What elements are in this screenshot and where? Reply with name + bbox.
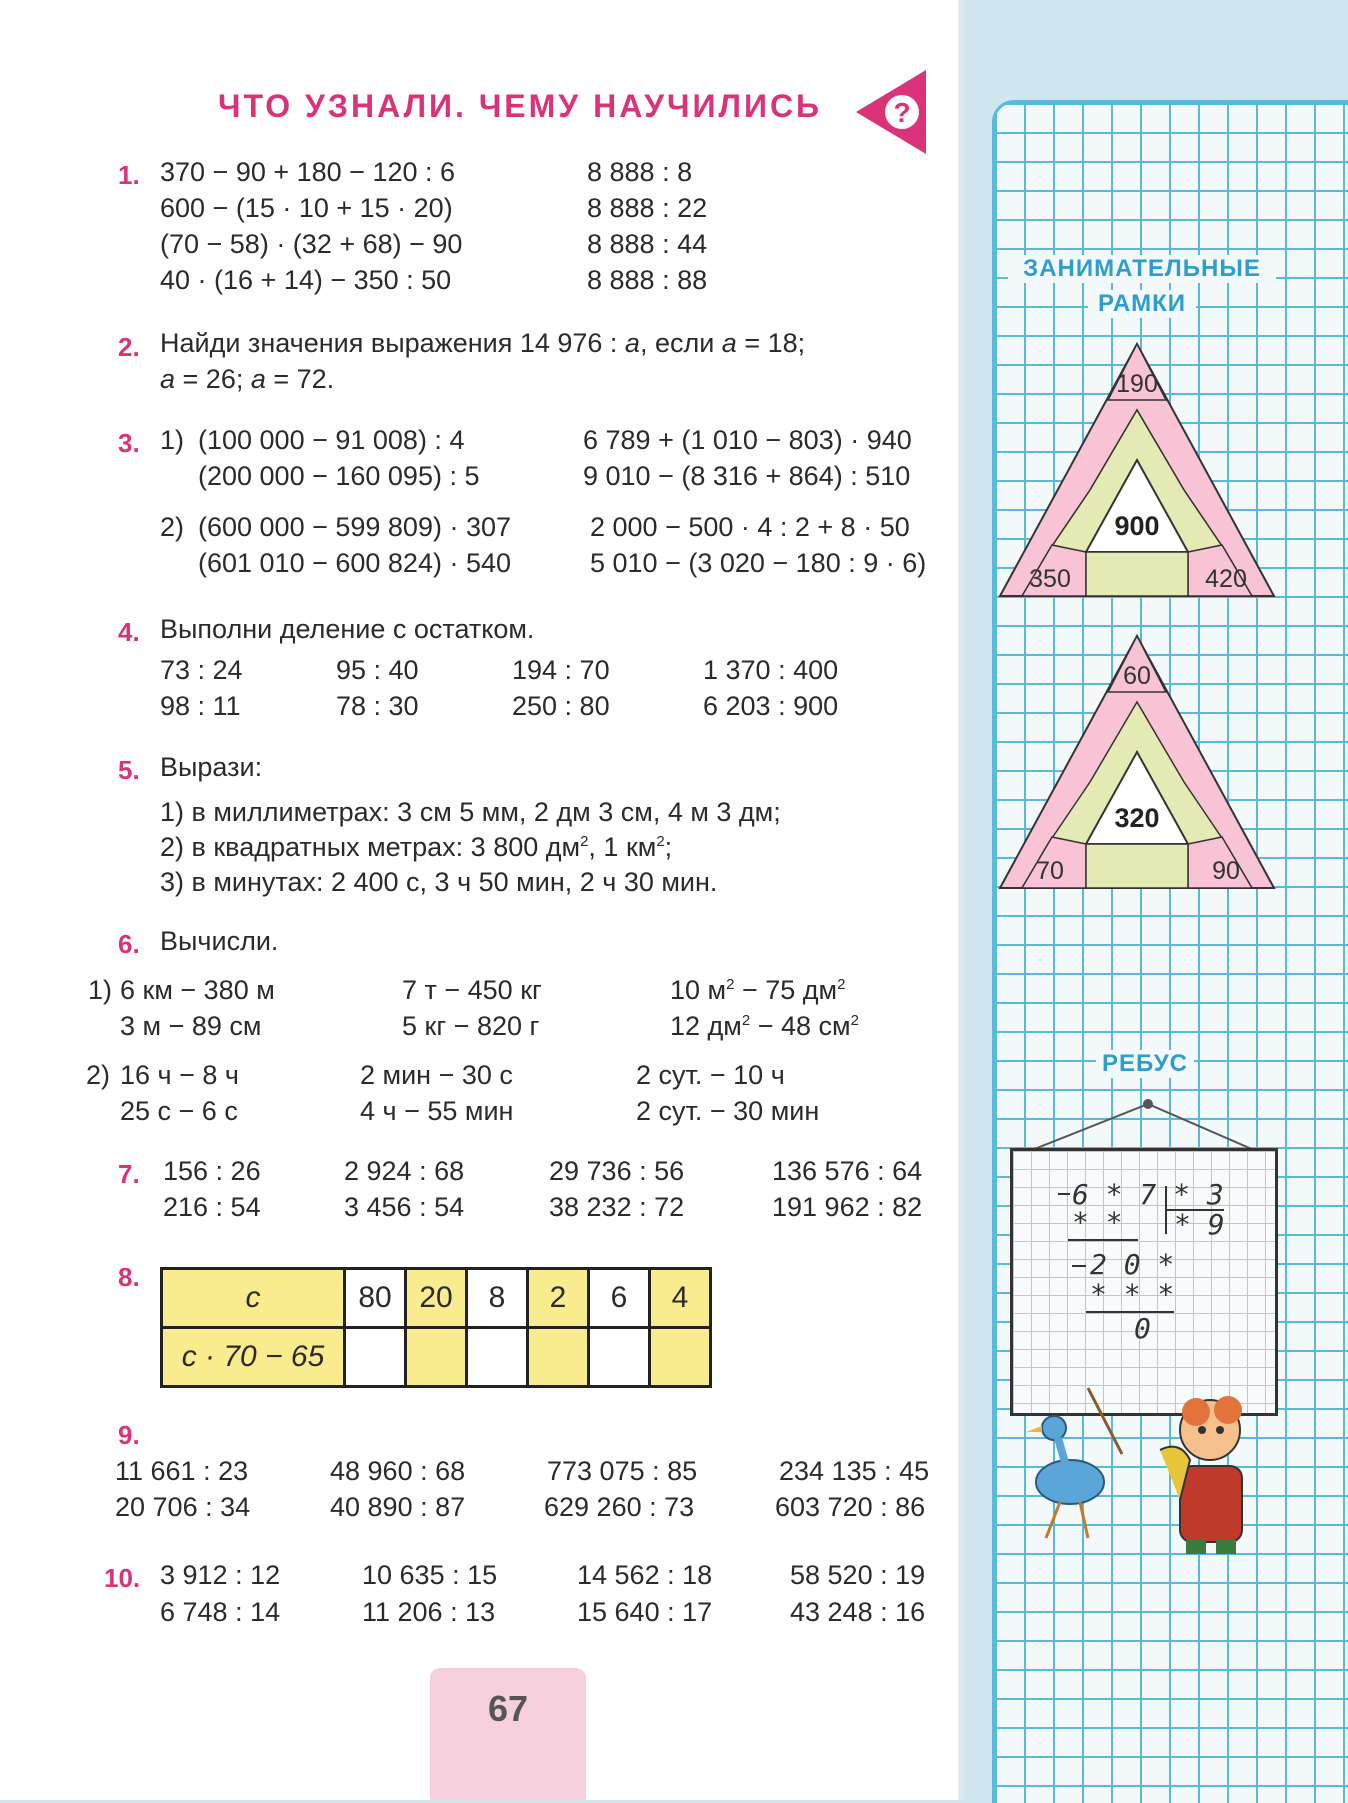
- task-5-line-1: 1) в миллиметрах: 3 см 5 мм, 2 дм 3 см, 4 м 3 дм;: [160, 797, 781, 827]
- task-1-expr: 8 888 : 88: [587, 265, 708, 295]
- task-1-expr: 370 − 90 + 180 − 120 : 6: [160, 157, 456, 187]
- triangle-1-top-value: 190: [1116, 370, 1158, 398]
- triangle-1-right-value: 420: [1205, 565, 1247, 593]
- rebus-subtrahend-2: * * *: [1090, 1278, 1175, 1311]
- task-7-expr: 3 456 : 54: [344, 1192, 465, 1222]
- task-6-number: 6.: [118, 929, 140, 959]
- task-3-expr: 6 789 + (1 010 − 803) · 940: [583, 425, 912, 455]
- table-header-cell: c · 70 − 65: [162, 1328, 345, 1387]
- task-9-expr: 20 706 : 34: [115, 1492, 251, 1522]
- task-4-text: Выполни деление с остатком.: [160, 614, 535, 644]
- question-badge-icon: [856, 70, 926, 154]
- task-2-number: 2.: [118, 332, 140, 362]
- task-5-line-3: 3) в минутах: 2 400 с, 3 ч 50 мин, 2 ч 30 мин.: [160, 867, 718, 897]
- cartoon-characters-illustration-icon: [1010, 1370, 1280, 1560]
- task-4-expr: 1 370 : 400: [703, 655, 839, 685]
- table-answer-cell[interactable]: [345, 1328, 406, 1387]
- task-7-expr: 156 : 26: [163, 1156, 261, 1186]
- task-2-text-line-2: a = 26; a = 72.: [160, 364, 335, 394]
- task-6-expr: 16 ч − 8 ч: [120, 1060, 239, 1090]
- task-9-expr: 603 720 : 86: [775, 1492, 926, 1522]
- task-3-expr: (100 000 − 91 008) : 4: [198, 425, 465, 455]
- task-1-expr: 8 888 : 44: [587, 229, 708, 259]
- task-6-expr: 2 сут. − 30 мин: [636, 1096, 820, 1126]
- rebus-remainder-final: 0: [1134, 1312, 1151, 1345]
- task-10-expr: 15 640 : 17: [577, 1597, 713, 1627]
- task-1-expr: (70 − 58) · (32 + 68) − 90: [160, 229, 463, 259]
- task-5-number: 5.: [118, 755, 140, 785]
- task-4-expr: 78 : 30: [336, 691, 419, 721]
- svg-text:?: ?: [893, 97, 911, 128]
- task-6-expr: 5 кг − 820 г: [402, 1011, 540, 1041]
- task-3-number: 3.: [118, 428, 140, 458]
- table-cell: 20: [406, 1269, 467, 1328]
- task-4-number: 4.: [118, 617, 140, 647]
- task-10-expr: 3 912 : 12: [160, 1560, 281, 1590]
- task-3-expr: (600 000 − 599 809) · 307: [198, 512, 511, 542]
- table-row: [162, 1328, 711, 1387]
- rebus-quotient: * 9: [1174, 1208, 1225, 1241]
- task-6-expr: 7 т − 450 кг: [402, 975, 542, 1005]
- triangle-1-left-value: 350: [1029, 565, 1071, 593]
- table-answer-cell[interactable]: [467, 1328, 528, 1387]
- table-cell: 6: [589, 1269, 650, 1328]
- task-4-expr: 73 : 24: [160, 655, 243, 685]
- triangle-1-center-value: 900: [1114, 511, 1160, 541]
- task-3-expr: 2 000 − 500 · 4 : 2 + 8 · 50: [590, 512, 910, 542]
- task-9-expr: 40 890 : 87: [330, 1492, 466, 1522]
- task-4-expr: 6 203 : 900: [703, 691, 839, 721]
- rebus-subtrahend-1: * *: [1072, 1206, 1123, 1239]
- triangle-2-center-value: 320: [1114, 803, 1160, 833]
- table-cell: 80: [345, 1269, 406, 1328]
- task-6-expr: 25 с − 6 с: [120, 1096, 238, 1126]
- task-7-expr: 38 232 : 72: [549, 1192, 685, 1222]
- triangle-2-right-value: 90: [1212, 857, 1240, 885]
- task-6-text: Вычисли.: [160, 926, 279, 956]
- task-9-expr: 773 075 : 85: [547, 1456, 698, 1486]
- table-cell: 2: [528, 1269, 589, 1328]
- task-6-part-2-label: 2): [86, 1060, 111, 1090]
- task-4-expr: 250 : 80: [512, 691, 610, 721]
- task-7-expr: 136 576 : 64: [772, 1156, 923, 1186]
- task-6-expr: 2 мин − 30 с: [360, 1060, 513, 1090]
- rebus-dividend: 6 * 7 * 3: [1072, 1178, 1224, 1211]
- task-3-expr: 9 010 − (8 316 + 864) : 510: [583, 461, 911, 491]
- task-7-expr: 2 924 : 68: [344, 1156, 465, 1186]
- task-9-expr: 11 661 : 23: [115, 1456, 249, 1486]
- table-cell: 8: [467, 1269, 528, 1328]
- page-title: ЧТО УЗНАЛИ. ЧЕМУ НАУЧИЛИСЬ: [218, 88, 823, 124]
- task-8-table: [160, 1267, 712, 1388]
- task-4-expr: 194 : 70: [512, 655, 610, 685]
- task-10-expr: 58 520 : 19: [790, 1560, 926, 1590]
- triangle-2-top-value: 60: [1123, 662, 1151, 690]
- task-9-number: 9.: [118, 1420, 140, 1450]
- table-answer-cell[interactable]: [589, 1328, 650, 1387]
- page-edge: [958, 0, 966, 1800]
- task-4-expr: 95 : 40: [336, 655, 419, 685]
- table-answer-cell[interactable]: [406, 1328, 467, 1387]
- task-3-part-1-label: 1): [160, 425, 185, 455]
- task-7-expr: 216 : 54: [163, 1192, 261, 1222]
- triangle-2-left-value: 70: [1036, 857, 1064, 885]
- table-header-cell: c: [162, 1269, 345, 1328]
- task-10-expr: 43 248 : 16: [790, 1597, 926, 1627]
- task-6-expr: 12 $дм^2 - 48$ $см^2$: [670, 1011, 859, 1041]
- rebus-title: РЕБУС: [1096, 1050, 1194, 1078]
- task-5-text: Вырази:: [160, 752, 263, 782]
- task-6-expr: 3 м − 89 см: [120, 1011, 262, 1041]
- task-10-expr: 6 748 : 14: [160, 1597, 281, 1627]
- task-6-part-1-label: 1): [88, 975, 113, 1005]
- task-10-number: 10.: [104, 1563, 141, 1593]
- task-7-expr: 191 962 : 82: [772, 1192, 923, 1222]
- task-2-text-line-1: Найди значения выражения 14 976 : a, если a = 18;: [160, 328, 806, 358]
- rebus-remainder-1: 2 0 *: [1090, 1248, 1175, 1281]
- task-1-expr: 40 · (16 + 14) − 350 : 50: [160, 265, 452, 295]
- task-6-expr: 2 сут. − 10 ч: [636, 1060, 785, 1090]
- task-10-expr: 14 562 : 18: [577, 1560, 713, 1590]
- task-1-expr: 8 888 : 22: [587, 193, 708, 223]
- board-hanging-string-icon: [1024, 1096, 1256, 1152]
- task-7-number: 7.: [118, 1159, 140, 1189]
- task-9-expr: 48 960 : 68: [330, 1456, 466, 1486]
- task-1-number: 1.: [118, 160, 140, 190]
- task-4-expr: 98 : 11: [160, 691, 241, 721]
- task-3-expr: (200 000 − 160 095) : 5: [198, 461, 480, 491]
- table-row: [162, 1269, 711, 1328]
- table-answer-cell[interactable]: [528, 1328, 589, 1387]
- task-3-expr: 5 010 − (3 020 − 180 : 9 · 6): [590, 548, 927, 578]
- table-answer-cell[interactable]: [650, 1328, 711, 1387]
- triangle-frame-2: [996, 632, 1278, 892]
- frames-title-line-2: РАМКИ: [1088, 290, 1196, 318]
- triangle-frame-1: [996, 340, 1278, 600]
- page-number: 67: [487, 1688, 529, 1729]
- table-cell: 4: [650, 1269, 711, 1328]
- task-8-number: 8.: [118, 1262, 140, 1292]
- task-3-expr: (601 010 − 600 824) · 540: [198, 548, 511, 578]
- task-1-expr: 600 − (15 · 10 + 15 · 20): [160, 193, 453, 223]
- task-9-expr: 629 260 : 73: [544, 1492, 695, 1522]
- frames-title-line-1: ЗАНИМАТЕЛЬНЫЕ: [1008, 255, 1276, 283]
- task-5-line-2: 2) в квадратных метрах: 3 800 $дм^2$, 1 $км^2$;: [160, 832, 673, 862]
- task-9-expr: 234 135 : 45: [779, 1456, 930, 1486]
- task-6-expr: 6 км − 380 м: [120, 975, 275, 1005]
- task-1-expr: 8 888 : 8: [587, 157, 693, 187]
- task-10-expr: 11 206 : 13: [362, 1597, 496, 1627]
- task-3-part-2-label: 2): [160, 512, 185, 542]
- task-10-expr: 10 635 : 15: [362, 1560, 498, 1590]
- task-7-expr: 29 736 : 56: [549, 1156, 685, 1186]
- task-6-expr: 10 $м^2 - 75$ $дм^2$: [670, 975, 846, 1005]
- task-6-expr: 4 ч − 55 мин: [360, 1096, 514, 1126]
